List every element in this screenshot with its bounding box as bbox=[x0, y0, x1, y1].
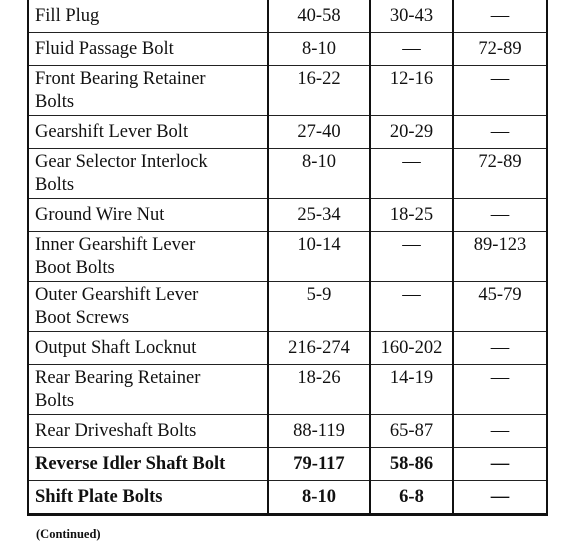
torque-ftlb-cell: 6-8 bbox=[370, 481, 453, 515]
component-name-cell: Inner Gearshift Lever Boot Bolts bbox=[28, 232, 268, 282]
component-name-cell: Output Shaft Locknut bbox=[28, 332, 268, 365]
torque-nm-cell: 79-117 bbox=[268, 448, 370, 481]
torque-ftlb-cell: — bbox=[370, 232, 453, 282]
component-name-cell: Gearshift Lever Bolt bbox=[28, 116, 268, 149]
torque-inlb-cell: — bbox=[453, 199, 547, 232]
torque-nm-cell: 5-9 bbox=[268, 282, 370, 332]
torque-ftlb-cell: 58-86 bbox=[370, 448, 453, 481]
table-row bbox=[28, 33, 547, 66]
torque-inlb-cell: 89-123 bbox=[453, 232, 547, 282]
torque-nm-cell: 18-26 bbox=[268, 365, 370, 415]
torque-ftlb-cell: 18-25 bbox=[370, 199, 453, 232]
table-row bbox=[28, 448, 547, 481]
component-name-cell: Shift Plate Bolts bbox=[28, 481, 268, 515]
component-name-cell: Fluid Passage Bolt bbox=[28, 33, 268, 66]
torque-ftlb-cell: — bbox=[370, 33, 453, 66]
torque-spec-table bbox=[27, 0, 548, 516]
torque-nm-cell: 27-40 bbox=[268, 116, 370, 149]
torque-nm-cell: 8-10 bbox=[268, 481, 370, 515]
torque-nm-cell: 88-119 bbox=[268, 415, 370, 448]
torque-inlb-cell: 45-79 bbox=[453, 282, 547, 332]
component-name-cell: Front Bearing Retainer Bolts bbox=[28, 66, 268, 116]
torque-inlb-cell: — bbox=[453, 415, 547, 448]
torque-nm-cell: 16-22 bbox=[268, 66, 370, 116]
torque-inlb-cell: — bbox=[453, 481, 547, 515]
torque-nm-cell: 40-58 bbox=[268, 0, 370, 33]
table-row bbox=[28, 415, 547, 448]
torque-ftlb-cell: 30-43 bbox=[370, 0, 453, 33]
component-name-cell: Ground Wire Nut bbox=[28, 199, 268, 232]
table-row bbox=[28, 199, 547, 232]
torque-inlb-cell: — bbox=[453, 448, 547, 481]
torque-nm-cell: 25-34 bbox=[268, 199, 370, 232]
component-name-cell: Fill Plug bbox=[35, 6, 100, 26]
table-row bbox=[28, 66, 547, 116]
table-row bbox=[28, 282, 547, 332]
table-row bbox=[28, 332, 547, 365]
component-name-cell: Rear Driveshaft Bolts bbox=[28, 415, 268, 448]
table-row bbox=[28, 116, 547, 149]
component-name-cell: Rear Bearing Retainer Bolts bbox=[28, 365, 268, 415]
torque-ftlb-cell: — bbox=[370, 149, 453, 199]
torque-inlb-cell: — bbox=[453, 332, 547, 365]
table-row bbox=[28, 149, 547, 199]
torque-inlb-cell: — bbox=[453, 66, 547, 116]
torque-nm-cell: 10-14 bbox=[268, 232, 370, 282]
component-name-cell: Outer Gearshift Lever Boot Screws bbox=[28, 282, 268, 332]
torque-ftlb-cell: 12-16 bbox=[370, 66, 453, 116]
torque-nm-cell: 8-10 bbox=[268, 33, 370, 66]
table-row bbox=[28, 481, 547, 515]
torque-inlb-cell: 72-89 bbox=[453, 33, 547, 66]
table-row bbox=[28, 365, 547, 415]
torque-inlb-cell: — bbox=[453, 116, 547, 149]
component-name-cell: Reverse Idler Shaft Bolt bbox=[28, 448, 268, 481]
torque-ftlb-cell: 65-87 bbox=[370, 415, 453, 448]
table-row bbox=[28, 232, 547, 282]
torque-inlb-cell: — bbox=[453, 365, 547, 415]
torque-ftlb-cell: — bbox=[370, 282, 453, 332]
continued-note: (Continued) bbox=[36, 527, 101, 541]
torque-ftlb-cell: 160-202 bbox=[370, 332, 453, 365]
torque-nm-cell: 8-10 bbox=[268, 149, 370, 199]
component-name-cell: Gear Selector Interlock Bolts bbox=[28, 149, 268, 199]
torque-inlb-cell: — bbox=[453, 0, 547, 33]
torque-inlb-cell: 72-89 bbox=[453, 149, 547, 199]
torque-spec-body bbox=[28, 0, 547, 515]
torque-nm-cell: 216-274 bbox=[268, 332, 370, 365]
torque-ftlb-cell: 20-29 bbox=[370, 116, 453, 149]
table-row bbox=[28, 0, 547, 33]
torque-ftlb-cell: 14-19 bbox=[370, 365, 453, 415]
